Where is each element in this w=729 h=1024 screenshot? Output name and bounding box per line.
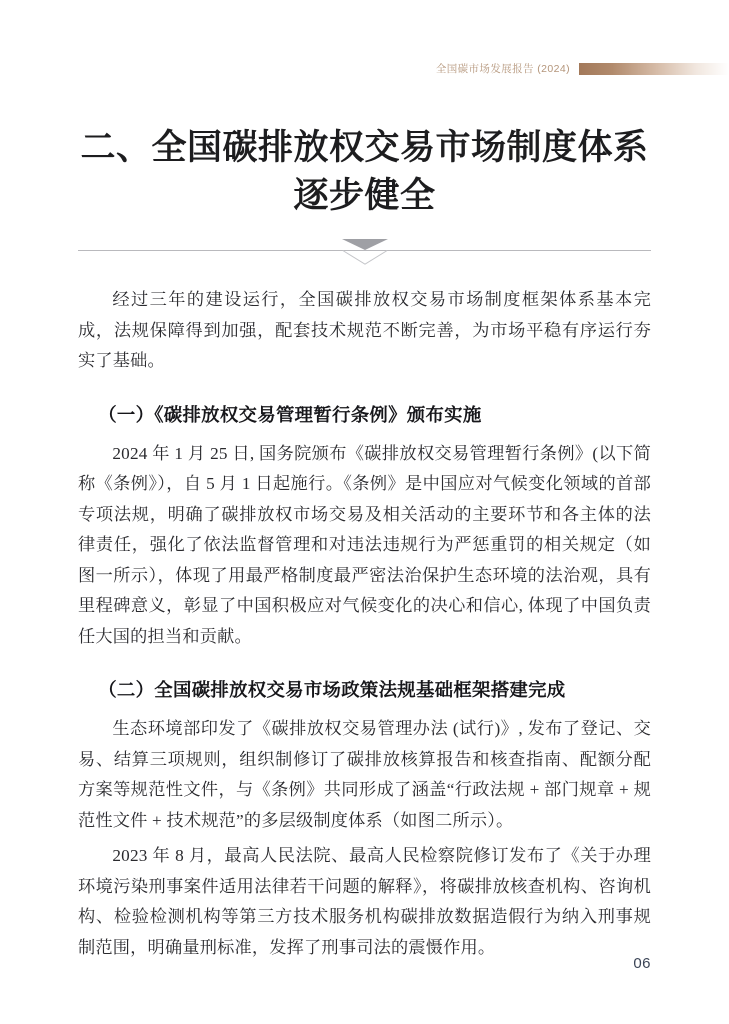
- body-content: [78, 285, 651, 963]
- section-one-paragraph: 2024 年 1 月 25 日, 国务院颁布《碳排放权交易管理暂行条例》(以下简称《条例》），自 5 月 1 日起施行。《条例》是中国应对气候变化领域的首部专项法规，明确了碳排放权市场交易及相关活动的主要环节和各主体的法律责任，强化了依法监督管理和对违法违规行为严惩重罚的相关规定（如图一所示），体现了用最严格制度最严密法治保护生态环境的法治观，具有里程碑意义，彰显了中国积极应对气候变化的决心和信心, 体现了中国负责任大国的担当和贡献。: [78, 443, 651, 646]
- header-gradient-rule: [579, 63, 729, 75]
- intro-paragraph: 经过三年的建设运行，全国碳排放权交易市场制度框架体系基本完成，法规保障得到加强，配套技术规范不断完善，为市场平稳有序运行夯实了基础。: [78, 290, 651, 370]
- triangle-outline-half-icon: [342, 250, 388, 265]
- section-two-paragraph-1: 生态环境部印发了《碳排放权交易管理办法 (试行)》, 发布了登记、交易、结算三项规则，组织制修订了碳排放核算报告和核查指南、配额分配方案等规范性文件，与《条例》共同形成了涵盖“行政法规 + 部门规章 + 规范性文件 + 技术规范”的多层级制度体系（如图二所示）。: [78, 719, 651, 830]
- running-header: [0, 58, 729, 80]
- section-two-paragraph-2: 2023 年 8 月，最高人民法院、最高人民检察院修订发布了《关于办理环境污染刑事案件适用法律若干问题的解释》，将碳排放核查机构、咨询机构、检验检测机构等第三方技术服务机构碳排放数据造假行为纳入刑事规制范围，明确量刑标准，发挥了刑事司法的震慑作用。: [78, 846, 651, 957]
- section-one-heading: （一）《碳排放权交易管理暂行条例》颁布实施: [98, 404, 482, 425]
- triangle-solid-half-icon: [342, 239, 388, 250]
- title-divider: [78, 250, 651, 251]
- triangle-down-icon: [342, 239, 388, 265]
- section-two-heading: （二）全国碳排放权交易市场政策法规基础框架搭建完成: [98, 680, 566, 700]
- page-title-line-1: 二、全国碳排放权交易市场制度体系: [80, 128, 649, 167]
- page-number: 06: [633, 955, 651, 972]
- page-title-line-2: 逐步健全: [293, 176, 436, 216]
- running-header-title: 全国碳市场发展报告 (2024): [435, 62, 570, 75]
- page-title: [78, 124, 651, 221]
